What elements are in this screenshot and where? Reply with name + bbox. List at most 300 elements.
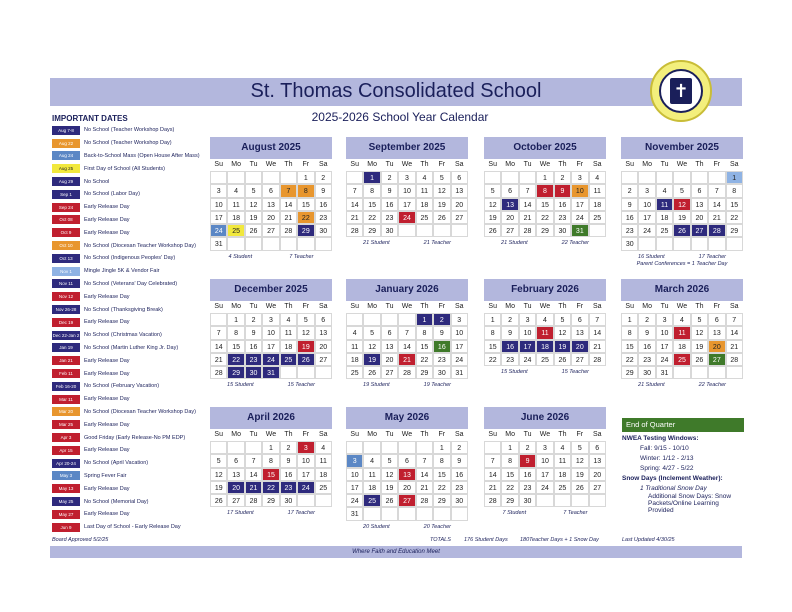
month-calendar	[346, 407, 468, 530]
weekday-label: Tu	[523, 161, 532, 168]
day-cell: 22	[227, 353, 244, 366]
day-cell: 7	[398, 326, 415, 339]
day-cell	[363, 313, 380, 326]
date-description: Early Release Day	[84, 511, 130, 518]
weekday-label: Th	[695, 161, 704, 168]
day-cell	[227, 237, 244, 250]
day-cell: 20	[708, 340, 725, 353]
day-cell: 20	[589, 468, 606, 481]
week-row	[484, 198, 606, 211]
day-cell: 28	[280, 224, 297, 237]
day-cell	[484, 171, 501, 184]
day-cell: 23	[621, 224, 638, 237]
weekday-label: We	[265, 161, 277, 168]
date-description: Early Release Day	[84, 370, 130, 377]
day-cell	[245, 441, 262, 454]
day-cell: 12	[571, 454, 588, 467]
date-badge: Mar 20	[52, 407, 80, 416]
day-cell: 6	[398, 454, 415, 467]
month-title: August 2025	[210, 137, 332, 159]
day-cell: 2	[451, 441, 468, 454]
day-cell	[363, 507, 380, 520]
date-description: Early Release Day	[84, 293, 130, 300]
day-cell: 13	[315, 326, 332, 339]
day-cell: 15	[227, 340, 244, 353]
day-count-note: 22 Teacher	[698, 382, 726, 389]
day-cell: 2	[638, 313, 655, 326]
weekday-label: We	[265, 431, 277, 438]
day-cell	[656, 171, 673, 184]
day-cell: 5	[673, 184, 690, 197]
day-cell: 19	[484, 211, 501, 224]
date-description: Early Release Day	[84, 357, 130, 364]
week-row	[346, 454, 468, 467]
day-cell: 27	[589, 481, 606, 494]
day-count-note: 21 Student	[638, 382, 665, 389]
weekday-label: Mo	[367, 161, 377, 168]
week-row	[484, 481, 606, 494]
day-cell: 28	[708, 224, 725, 237]
day-cell: 11	[673, 326, 690, 339]
day-cell: 22	[621, 353, 638, 366]
date-badge: Sep 24	[52, 203, 80, 212]
day-cell: 17	[346, 481, 363, 494]
day-cell: 25	[673, 353, 690, 366]
day-cell: 23	[501, 353, 518, 366]
important-date-item	[52, 290, 214, 303]
date-badge: May 27	[52, 510, 80, 519]
weekday-label: Tu	[249, 431, 258, 438]
day-cell: 24	[451, 353, 468, 366]
day-cell: 31	[262, 366, 279, 379]
day-cell: 7	[519, 184, 536, 197]
weekday-label: Mo	[231, 161, 241, 168]
weekday-label: Fr	[713, 161, 721, 168]
date-description: No School (Memorial Day)	[84, 498, 149, 505]
week-row	[346, 494, 468, 507]
date-description: First Day of School (All Students)	[84, 165, 166, 172]
day-cell: 10	[451, 326, 468, 339]
date-badge: Mar 25	[52, 420, 80, 429]
day-cell: 15	[363, 198, 380, 211]
weekday-label: Fr	[302, 431, 310, 438]
day-cell	[398, 441, 415, 454]
day-cell: 15	[297, 198, 314, 211]
day-count-note: 19 Student	[363, 382, 390, 389]
weekday-label: Th	[284, 431, 293, 438]
day-cell: 25	[416, 211, 433, 224]
day-cell: 28	[398, 366, 415, 379]
day-cell: 14	[519, 198, 536, 211]
testing-fall: Fall: 9/15 - 10/10	[640, 445, 689, 452]
weekday-label: Sa	[454, 161, 464, 168]
day-cell: 6	[227, 454, 244, 467]
day-cell: 22	[536, 211, 553, 224]
day-cell: 17	[571, 198, 588, 211]
weekday-label: Su	[214, 303, 223, 310]
week-row	[346, 184, 468, 197]
day-cell: 14	[708, 198, 725, 211]
day-cell	[673, 171, 690, 184]
legend-panel	[622, 418, 744, 514]
important-date-item	[52, 329, 214, 342]
day-cell: 28	[589, 353, 606, 366]
day-cell	[280, 237, 297, 250]
weekday-label: Sa	[592, 161, 602, 168]
day-cell: 16	[315, 198, 332, 211]
week-row	[210, 366, 332, 379]
day-cell: 20	[227, 481, 244, 494]
date-badge: Aug 7-8	[52, 126, 80, 135]
date-description: Mingle Jingle 5K & Vendor Fair	[84, 268, 160, 275]
weekday-label: Tu	[385, 303, 394, 310]
day-cell: 9	[245, 326, 262, 339]
day-cell: 10	[656, 326, 673, 339]
day-cell	[451, 224, 468, 237]
weekday-label: Mo	[642, 303, 652, 310]
day-cell: 22	[501, 481, 518, 494]
day-cell: 6	[691, 184, 708, 197]
day-cell: 5	[363, 326, 380, 339]
day-cell: 7	[416, 454, 433, 467]
day-cell: 27	[262, 224, 279, 237]
weekday-label: Su	[488, 431, 497, 438]
day-cell: 4	[416, 171, 433, 184]
week-row	[210, 237, 332, 250]
date-badge: Apr 20-24	[52, 459, 80, 468]
day-cell: 12	[673, 198, 690, 211]
weekday-label: Sa	[729, 161, 739, 168]
day-cell	[726, 237, 743, 250]
date-description: No School (Teacher Workshop Days)	[84, 127, 175, 134]
day-cell	[297, 237, 314, 250]
day-cell: 10	[398, 184, 415, 197]
day-cell: 30	[245, 366, 262, 379]
week-row	[621, 224, 743, 237]
day-count-note: 20 Teacher	[423, 523, 451, 530]
day-cell	[433, 507, 450, 520]
day-cell: 24	[536, 481, 553, 494]
day-count-note: 15 Student	[227, 382, 254, 389]
day-cell: 19	[571, 468, 588, 481]
date-description: Early Release Day	[84, 485, 130, 492]
important-date-item	[52, 521, 214, 534]
day-cell: 18	[554, 468, 571, 481]
day-cell: 11	[554, 454, 571, 467]
day-cell: 9	[280, 454, 297, 467]
day-cell: 23	[280, 481, 297, 494]
day-cell	[691, 237, 708, 250]
day-cell	[638, 237, 655, 250]
date-description: Early Release Day	[84, 204, 130, 211]
date-description: Good Friday (Early Release-No PM EDP)	[84, 434, 186, 441]
weekday-label: Su	[350, 431, 359, 438]
day-cell: 26	[484, 224, 501, 237]
month-calendar	[484, 279, 606, 375]
day-cell: 21	[245, 481, 262, 494]
day-cell: 17	[536, 468, 553, 481]
day-cell: 9	[621, 198, 638, 211]
day-cell: 23	[554, 211, 571, 224]
weekday-label: We	[539, 431, 551, 438]
important-date-item	[52, 265, 214, 278]
day-cell: 5	[554, 313, 571, 326]
day-cell: 4	[554, 441, 571, 454]
week-row	[346, 353, 468, 366]
day-cell: 20	[262, 211, 279, 224]
week-row	[210, 353, 332, 366]
day-cell: 23	[451, 481, 468, 494]
day-cell: 29	[297, 224, 314, 237]
week-row	[210, 326, 332, 339]
important-date-item	[52, 162, 214, 175]
weekday-label: Th	[284, 303, 293, 310]
important-date-item	[52, 367, 214, 380]
weekday-label: Th	[420, 431, 429, 438]
day-cell: 25	[656, 224, 673, 237]
day-cell: 22	[262, 481, 279, 494]
month-calendar	[210, 279, 332, 388]
week-row	[621, 366, 743, 379]
day-count-note: 15 Teacher	[287, 382, 315, 389]
day-cell	[673, 366, 690, 379]
day-cell: 27	[501, 224, 518, 237]
day-cell: 30	[519, 494, 536, 507]
important-date-item	[52, 393, 214, 406]
day-cell: 9	[554, 184, 571, 197]
weekday-label: Su	[214, 431, 223, 438]
week-row	[621, 171, 743, 184]
day-cell	[691, 366, 708, 379]
day-cell: 14	[484, 468, 501, 481]
day-cell: 26	[673, 224, 690, 237]
day-cell	[451, 507, 468, 520]
day-cell: 6	[451, 171, 468, 184]
day-cell: 1	[416, 313, 433, 326]
date-badge: Apr 3	[52, 433, 80, 442]
day-cell: 3	[519, 313, 536, 326]
important-date-item	[52, 137, 214, 150]
week-row	[346, 441, 468, 454]
day-cell: 21	[589, 340, 606, 353]
calendar-title: 2025-2026 School Year Calendar	[311, 110, 489, 124]
day-cell: 10	[210, 198, 227, 211]
date-badge: Nov 11	[52, 279, 80, 288]
day-cell	[280, 171, 297, 184]
date-badge: May 25	[52, 497, 80, 506]
day-cell: 29	[363, 224, 380, 237]
day-cell	[210, 313, 227, 326]
day-cell: 16	[501, 340, 518, 353]
week-row	[346, 468, 468, 481]
day-cell: 4	[227, 184, 244, 197]
day-cell	[519, 171, 536, 184]
day-cell: 18	[363, 481, 380, 494]
day-cell: 25	[554, 481, 571, 494]
day-cell	[245, 171, 262, 184]
day-cell: 11	[280, 326, 297, 339]
snow-line-1: 1 Traditional Snow Day	[640, 485, 707, 492]
day-cell: 11	[589, 184, 606, 197]
day-cell: 4	[280, 313, 297, 326]
day-cell: 26	[571, 481, 588, 494]
day-cell: 9	[501, 326, 518, 339]
last-updated: Last Updated 4/30/25	[622, 537, 675, 543]
weekday-label: Sa	[454, 431, 464, 438]
day-cell: 8	[726, 184, 743, 197]
day-cell	[433, 224, 450, 237]
weekday-label: Su	[488, 161, 497, 168]
day-cell	[638, 171, 655, 184]
day-cell: 4	[673, 313, 690, 326]
day-cell: 13	[381, 340, 398, 353]
month-calendar	[484, 407, 606, 516]
date-badge: Sep 1	[52, 190, 80, 199]
day-cell: 1	[726, 171, 743, 184]
day-cell: 28	[519, 224, 536, 237]
weekday-label: Sa	[318, 303, 328, 310]
day-cell: 18	[656, 211, 673, 224]
day-cell: 22	[363, 211, 380, 224]
snow-header: Snow Days (Inclement Weather):	[622, 475, 723, 482]
day-cell: 25	[363, 494, 380, 507]
date-badge: Oct 9	[52, 228, 80, 237]
conference-note: Parent Conferences = 1 Teacher Day	[636, 260, 728, 267]
day-cell: 15	[536, 198, 553, 211]
day-cell: 3	[656, 313, 673, 326]
weekday-label: Fr	[576, 161, 584, 168]
day-count-note: 17 Teacher	[698, 253, 726, 260]
day-cell: 21	[484, 481, 501, 494]
day-cell: 15	[433, 468, 450, 481]
weekday-label: Sa	[729, 303, 739, 310]
day-cell: 16	[433, 340, 450, 353]
date-badge: Mar 11	[52, 395, 80, 404]
date-badge: Oct 08	[52, 215, 80, 224]
week-row	[210, 441, 332, 454]
day-cell: 14	[346, 198, 363, 211]
day-cell: 27	[691, 224, 708, 237]
date-description: Early Release Day	[84, 216, 130, 223]
weekday-label: Fr	[713, 303, 721, 310]
weekday-label: We	[676, 303, 688, 310]
day-cell: 18	[416, 198, 433, 211]
day-cell: 27	[571, 353, 588, 366]
day-cell: 29	[621, 366, 638, 379]
day-cell: 6	[708, 313, 725, 326]
day-cell	[381, 313, 398, 326]
day-cell: 19	[554, 340, 571, 353]
day-cell	[227, 171, 244, 184]
date-badge: Nov 12	[52, 292, 80, 301]
day-count-note: 17 Student	[227, 510, 254, 517]
day-cell	[554, 494, 571, 507]
weekday-label: We	[265, 303, 277, 310]
day-count-note: 21 Teacher	[423, 240, 451, 247]
day-cell: 26	[433, 211, 450, 224]
day-cell: 16	[519, 468, 536, 481]
day-cell: 13	[227, 468, 244, 481]
weekday-label: Fr	[438, 431, 446, 438]
student-days-total: 176 Student Days	[464, 537, 508, 543]
day-cell: 20	[691, 211, 708, 224]
day-cell	[708, 171, 725, 184]
date-description: No School	[84, 178, 110, 185]
week-row	[210, 211, 332, 224]
day-cell: 17	[398, 198, 415, 211]
day-count-note: 4 Student	[228, 253, 253, 260]
day-cell: 10	[262, 326, 279, 339]
day-cell: 24	[398, 211, 415, 224]
day-cell: 16	[621, 211, 638, 224]
testing-spring: Spring: 4/27 - 5/22	[640, 465, 694, 472]
date-badge: Nov 1	[52, 267, 80, 276]
date-badge: Aug 29	[52, 177, 80, 186]
week-row	[346, 326, 468, 339]
month-calendar	[621, 279, 743, 388]
day-cell: 20	[571, 340, 588, 353]
day-cell: 20	[451, 198, 468, 211]
week-row	[210, 494, 332, 507]
day-cell: 10	[638, 198, 655, 211]
important-date-item	[52, 342, 214, 355]
day-cell: 28	[484, 494, 501, 507]
day-cell: 1	[297, 171, 314, 184]
day-cell: 2	[315, 171, 332, 184]
day-cell: 21	[398, 353, 415, 366]
day-cell: 15	[726, 198, 743, 211]
date-badge: Aug 22	[52, 139, 80, 148]
day-cell: 15	[262, 468, 279, 481]
week-row	[621, 211, 743, 224]
weekday-label: Mo	[231, 431, 241, 438]
important-date-item	[52, 226, 214, 239]
day-cell: 7	[484, 454, 501, 467]
day-cell: 24	[346, 494, 363, 507]
day-cell	[398, 224, 415, 237]
day-cell: 30	[280, 494, 297, 507]
day-cell: 18	[280, 340, 297, 353]
testing-header: NWEA Testing Windows:	[622, 435, 699, 442]
day-cell: 17	[297, 468, 314, 481]
teacher-days-total: 180Teacher Days + 1 Snow Day	[520, 537, 599, 543]
weekday-label: Th	[420, 303, 429, 310]
day-cell	[398, 313, 415, 326]
day-cell	[210, 441, 227, 454]
day-cell: 8	[297, 184, 314, 197]
day-cell: 24	[210, 224, 227, 237]
month-calendar	[621, 137, 743, 267]
day-cell: 16	[554, 198, 571, 211]
day-cell	[501, 171, 518, 184]
day-cell: 17	[451, 340, 468, 353]
day-cell: 8	[501, 454, 518, 467]
day-cell: 28	[245, 494, 262, 507]
date-description: Last Day of School - Early Release Day	[84, 524, 181, 531]
date-badge: Dec 19	[52, 318, 80, 327]
week-row	[621, 237, 743, 250]
weekday-label: Mo	[367, 303, 377, 310]
day-cell: 5	[433, 171, 450, 184]
day-cell: 17	[656, 340, 673, 353]
day-cell	[673, 237, 690, 250]
week-row	[346, 224, 468, 237]
date-description: Early Release Day	[84, 447, 130, 454]
day-cell: 26	[363, 366, 380, 379]
date-description: Early Release Day	[84, 319, 130, 326]
day-cell: 27	[381, 366, 398, 379]
day-cell: 21	[519, 211, 536, 224]
